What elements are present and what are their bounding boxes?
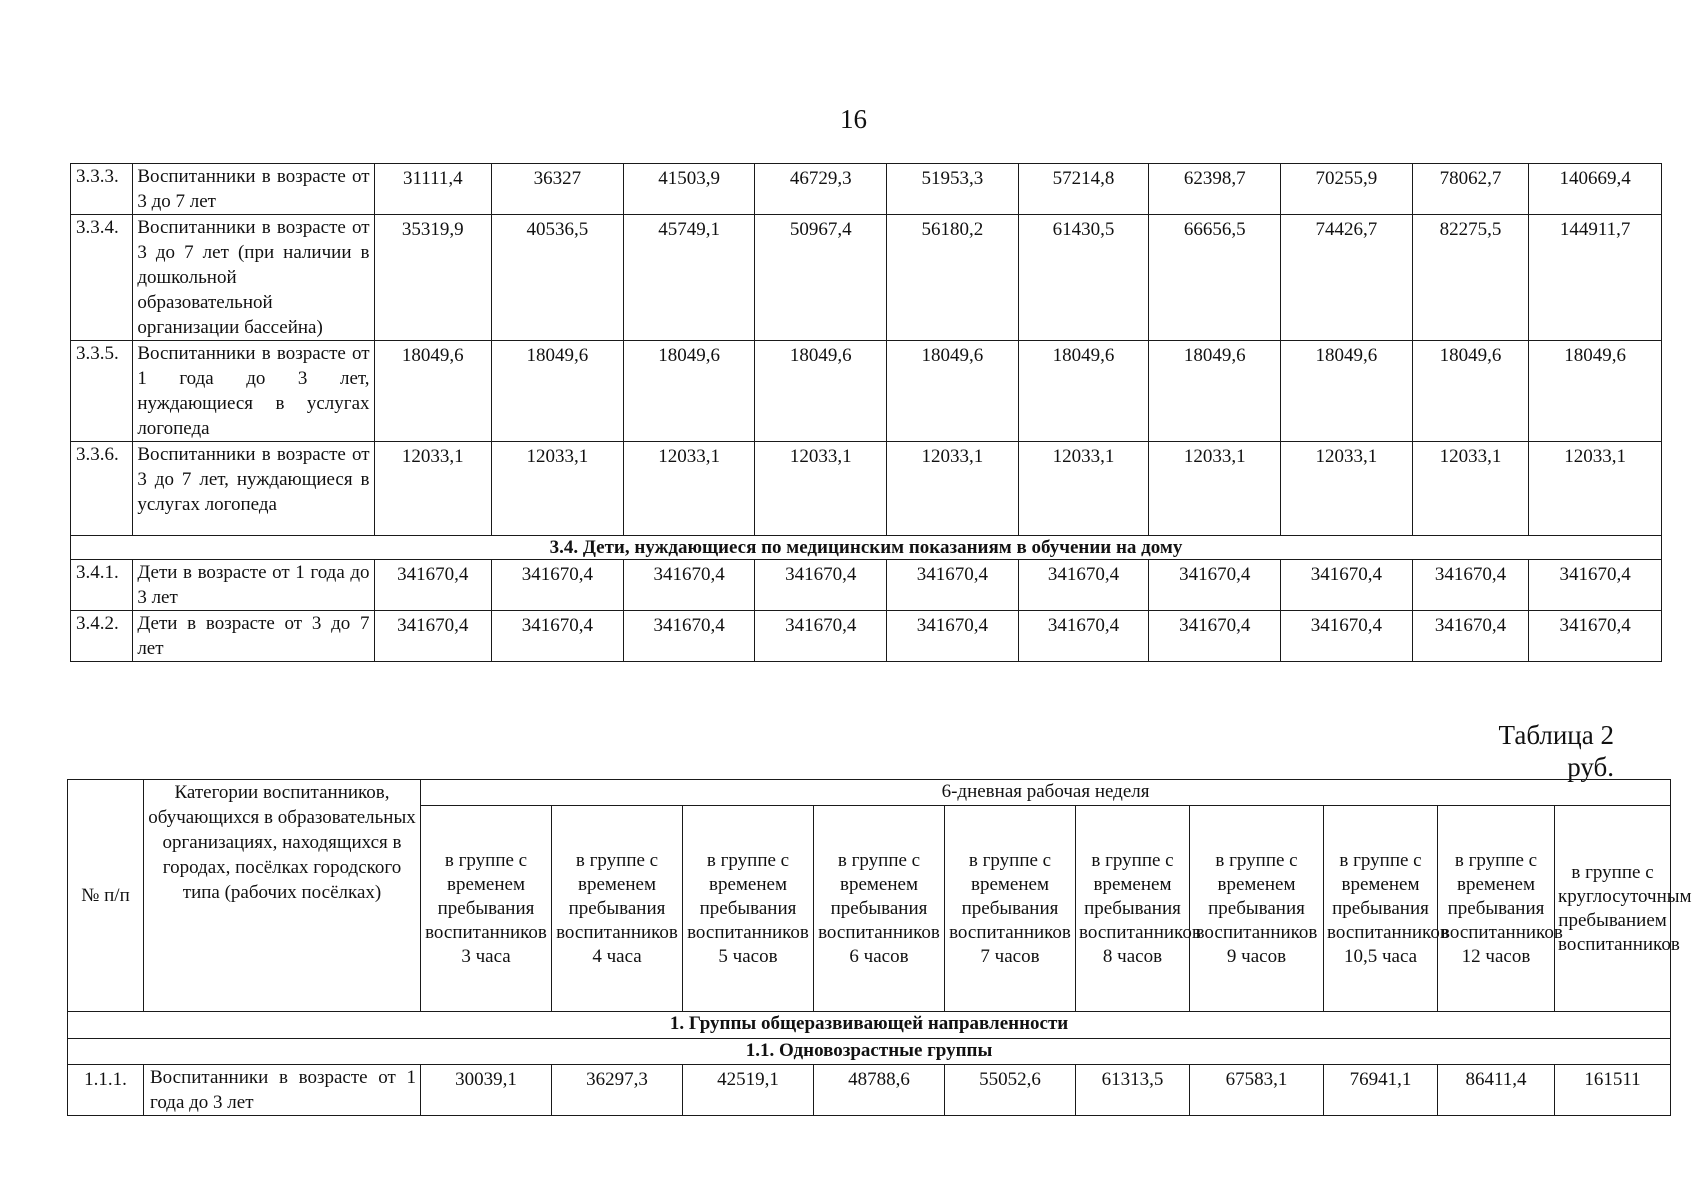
value-cell: 341670,4 [1529, 611, 1662, 662]
value-cell: 86411,4 [1438, 1065, 1555, 1116]
value-cell: 18049,6 [887, 341, 1019, 442]
header-duration: в группе с временем пребывания воспитанников 10,5 часа [1324, 806, 1438, 1012]
tariff-table-2 [67, 779, 1692, 1116]
value-cell: 18049,6 [1529, 341, 1662, 442]
value-cell: 341670,4 [1412, 611, 1529, 662]
value-cell: 18049,6 [623, 341, 755, 442]
row-number: 3.3.3. [71, 164, 133, 215]
section-row [71, 536, 1662, 560]
value-cell: 35319,9 [374, 215, 492, 341]
value-cell: 42519,1 [683, 1065, 814, 1116]
row-description: Воспитанники в возрасте от 1 года до 3 лет [144, 1065, 421, 1116]
value-cell: 36327 [492, 164, 624, 215]
value-cell: 55052,6 [945, 1065, 1076, 1116]
header-duration: в группе с временем пребывания воспитанников 3 часа [421, 806, 552, 1012]
value-cell: 36297,3 [552, 1065, 683, 1116]
row-number: 3.3.5. [71, 341, 133, 442]
subsection-title: 1.1. Одновозрастные группы [68, 1039, 1671, 1065]
row-description: Воспитанники в возрасте от 3 до 7 лет (при наличии в дошкольной образовательной организации бассейна) [133, 215, 374, 341]
table-row [71, 164, 1662, 215]
value-cell: 341670,4 [755, 560, 887, 611]
value-cell: 140669,4 [1529, 164, 1662, 215]
value-cell: 78062,7 [1412, 164, 1529, 215]
value-cell: 12033,1 [492, 442, 624, 536]
value-cell: 74426,7 [1281, 215, 1413, 341]
value-cell: 48788,6 [814, 1065, 945, 1116]
row-description: Воспитанники в возрасте от 3 до 7 лет [133, 164, 374, 215]
value-cell: 12033,1 [374, 442, 492, 536]
value-cell: 50967,4 [755, 215, 887, 341]
value-cell: 12033,1 [887, 442, 1019, 536]
header-row-number: № п/п [68, 780, 144, 1012]
value-cell: 341670,4 [1149, 611, 1281, 662]
row-description: Дети в возрасте от 3 до 7 лет [133, 611, 374, 662]
row-number: 3.3.6. [71, 442, 133, 536]
value-cell: 341670,4 [1281, 560, 1413, 611]
value-cell: 56180,2 [887, 215, 1019, 341]
value-cell: 18049,6 [1281, 341, 1413, 442]
row-number: 3.4.1. [71, 560, 133, 611]
value-cell: 341670,4 [887, 560, 1019, 611]
value-cell: 18049,6 [1412, 341, 1529, 442]
value-cell: 12033,1 [623, 442, 755, 536]
value-cell: 57214,8 [1018, 164, 1149, 215]
currency-unit: руб. [1567, 752, 1614, 782]
value-cell: 45749,1 [623, 215, 755, 341]
header-duration: в группе с временем пребывания воспитанников 6 часов [814, 806, 945, 1012]
value-cell: 67583,1 [1190, 1065, 1324, 1116]
value-cell: 51953,3 [887, 164, 1019, 215]
value-cell: 341670,4 [1281, 611, 1413, 662]
value-cell: 161511 [1555, 1065, 1671, 1116]
header-category: Категории воспитанников, обучающихся в образовательных организациях, находящихся в городах, посёлках городского типа (рабочих посёлках) [144, 780, 421, 1012]
value-cell: 12033,1 [1149, 442, 1281, 536]
value-cell: 18049,6 [374, 341, 492, 442]
header-duration: в группе с временем пребывания воспитанников 9 часов [1190, 806, 1324, 1012]
tariff-table-continued [70, 163, 1662, 662]
value-cell: 66656,5 [1149, 215, 1281, 341]
value-cell: 62398,7 [1149, 164, 1281, 215]
value-cell: 341670,4 [492, 560, 624, 611]
section-title: 1. Группы общеразвивающей направленности [68, 1012, 1671, 1039]
value-cell: 341670,4 [623, 560, 755, 611]
value-cell: 341670,4 [1149, 560, 1281, 611]
row-description: Воспитанники в возрасте от 1 года до 3 лет, нуждающиеся в услугах логопеда [133, 341, 374, 442]
row-number: 3.3.4. [71, 215, 133, 341]
table-row [71, 611, 1662, 662]
header-duration: в группе с временем пребывания воспитанников 12 часов [1438, 806, 1555, 1012]
header-duration: в группе с временем пребывания воспитанников 8 часов [1076, 806, 1190, 1012]
value-cell: 341670,4 [755, 611, 887, 662]
value-cell: 31111,4 [374, 164, 492, 215]
value-cell: 341670,4 [374, 560, 492, 611]
header-duration: в группе с круглосуточным пребыванием воспитанников [1555, 806, 1671, 1012]
table-caption: Таблица 2 [1498, 720, 1614, 750]
value-cell: 61430,5 [1018, 215, 1149, 341]
value-cell: 341670,4 [1529, 560, 1662, 611]
value-cell: 144911,7 [1529, 215, 1662, 341]
value-cell: 341670,4 [492, 611, 624, 662]
header-duration: в группе с временем пребывания воспитанников 5 часов [683, 806, 814, 1012]
value-cell: 341670,4 [887, 611, 1019, 662]
header-six-day-week: 6-дневная рабочая неделя [421, 780, 1671, 806]
row-number: 1.1.1. [68, 1065, 144, 1116]
value-cell: 12033,1 [1281, 442, 1413, 536]
row-description: Воспитанники в возрасте от 3 до 7 лет, нуждающиеся в услугах логопеда [133, 442, 374, 536]
value-cell: 70255,9 [1281, 164, 1413, 215]
value-cell: 12033,1 [1018, 442, 1149, 536]
section-title: 3.4. Дети, нуждающиеся по медицинским показаниям в обучении на дому [71, 536, 1662, 560]
header-duration: в группе с временем пребывания воспитанников 4 часа [552, 806, 683, 1012]
row-description: Дети в возрасте от 1 года до 3 лет [133, 560, 374, 611]
value-cell: 61313,5 [1076, 1065, 1190, 1116]
value-cell: 76941,1 [1324, 1065, 1438, 1116]
value-cell: 30039,1 [421, 1065, 552, 1116]
value-cell: 18049,6 [755, 341, 887, 442]
value-cell: 46729,3 [755, 164, 887, 215]
value-cell: 341670,4 [623, 611, 755, 662]
value-cell: 18049,6 [1149, 341, 1281, 442]
value-cell: 341670,4 [1018, 611, 1149, 662]
value-cell: 12033,1 [1412, 442, 1529, 536]
value-cell: 41503,9 [623, 164, 755, 215]
row-number: 3.4.2. [71, 611, 133, 662]
value-cell: 82275,5 [1412, 215, 1529, 341]
table-row [71, 215, 1662, 341]
value-cell: 341670,4 [374, 611, 492, 662]
header-duration: в группе с временем пребывания воспитанников 7 часов [945, 806, 1076, 1012]
value-cell: 18049,6 [1018, 341, 1149, 442]
value-cell: 12033,1 [755, 442, 887, 536]
value-cell: 341670,4 [1018, 560, 1149, 611]
value-cell: 341670,4 [1412, 560, 1529, 611]
table-row [71, 442, 1662, 536]
value-cell: 18049,6 [492, 341, 624, 442]
page-number: 16 [840, 104, 867, 134]
table-row [71, 560, 1662, 611]
value-cell: 12033,1 [1529, 442, 1662, 536]
table-row [71, 341, 1662, 442]
value-cell: 40536,5 [492, 215, 624, 341]
